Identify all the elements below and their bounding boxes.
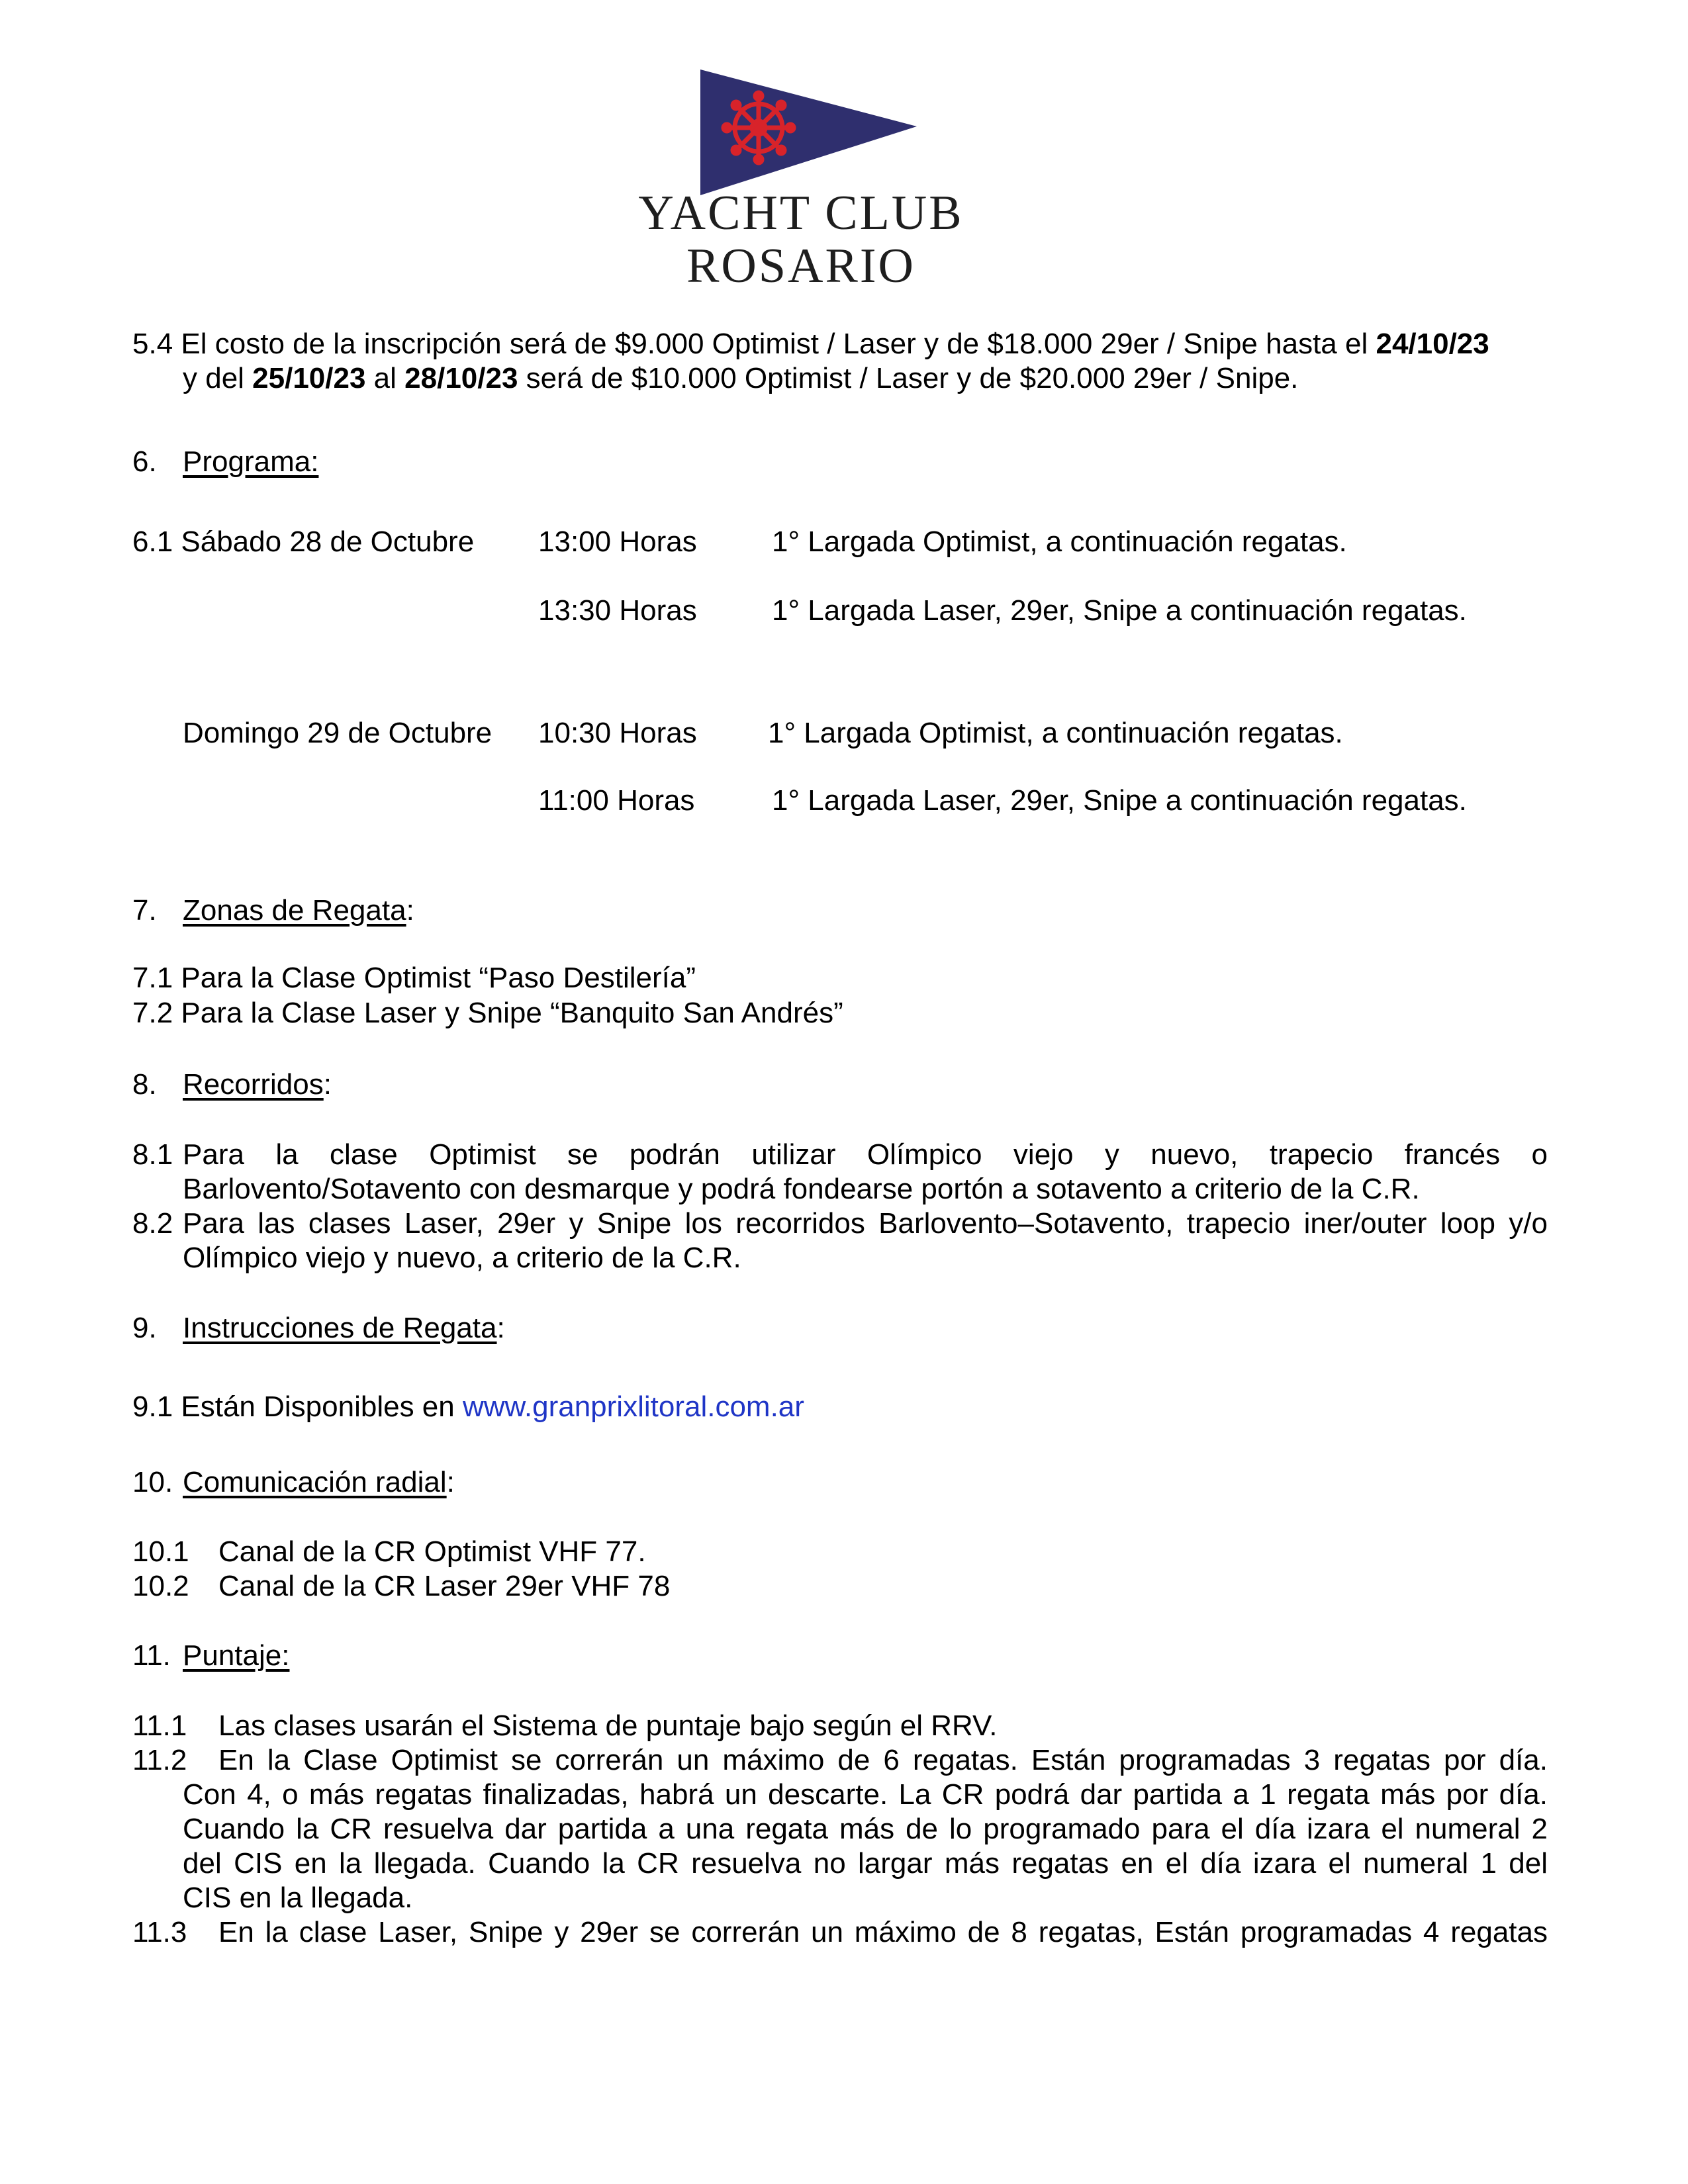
colon: : — [446, 1466, 455, 1498]
schedule-time: 11:00 Horas — [538, 784, 695, 817]
scoring-11-3-line-1: En la clase Laser, Snipe y 29er se correrán un máximo de 8 regatas, Están programadas 4 regatas — [218, 1916, 1548, 1948]
date-deadline: 24/10/23 — [1376, 328, 1489, 360]
date-start: 25/10/23 — [252, 362, 366, 394]
fee-text: al — [365, 362, 405, 394]
scoring-11-2-line-1: En la Clase Optimist se correrán un máximo de 6 regatas. Están programadas 3 regatas por día. — [218, 1744, 1548, 1776]
ship-wheel-icon — [724, 93, 794, 163]
yacht-club-logo — [616, 63, 986, 301]
instructions-text: 9.1 Están Disponibles en — [132, 1390, 463, 1423]
schedule-label: Domingo 29 de Octubre — [183, 717, 492, 749]
scoring-11-2-line-3: Cuando la CR resuelva dar partida a una regata más de lo programado para el día izara el numeral 2 — [183, 1813, 1548, 1845]
zone-item-7-1: 7.1 Para la Clase Optimist “Paso Destilería” — [132, 962, 696, 994]
section-6-num: 6. — [132, 445, 157, 478]
item-number: 11.1 — [132, 1709, 187, 1742]
website-link[interactable]: www.granprixlitoral.com.ar — [462, 1390, 804, 1423]
section-8-num: 8. — [132, 1068, 157, 1101]
schedule-time: 13:00 Horas — [538, 525, 697, 558]
schedule-desc: 1° Largada Optimist, a continuación regatas. — [772, 525, 1347, 558]
schedule-time: 10:30 Horas — [538, 717, 697, 749]
schedule-desc: 1° Largada Laser, 29er, Snipe a continuación regatas. — [772, 784, 1467, 817]
section-11-title — [183, 1639, 289, 1673]
course-8-2-line-1: Para las clases Laser, 29er y Snipe los recorridos Barlovento–Sotavento, trapecio iner/outer loop y/o — [183, 1207, 1548, 1240]
fee-text: El costo de la inscripción será de $9.000 Optimist / Laser y de $18.000 29er / Snipe hasta el — [181, 328, 1376, 360]
section-10-title — [183, 1465, 455, 1500]
radio-channel-optimist: Canal de la CR Optimist VHF 77. — [218, 1535, 646, 1568]
logo-line-2: ROSARIO — [686, 239, 915, 293]
item-number: 8.2 — [132, 1207, 173, 1240]
section-5-4-line-1 — [132, 327, 1489, 361]
course-8-1-line-1: Para la clase Optimist se podrán utilizar Olímpico viejo y nuevo, trapecio francés o — [183, 1138, 1548, 1171]
section-11-num: 11. — [132, 1639, 171, 1672]
schedule-desc: 1° Largada Optimist, a continuación regatas. — [768, 717, 1343, 749]
scoring-11-2-line-4: del CIS en la llegada. Cuando la CR resuelva no largar más regatas en el día izara el numeral 1 del — [183, 1847, 1548, 1880]
zone-item-7-2: 7.2 Para la Clase Laser y Snipe “Banquito San Andrés” — [132, 997, 843, 1029]
fee-text: será de $10.000 Optimist / Laser y de $20.000 29er / Snipe. — [518, 362, 1299, 394]
course-8-1-line-2: Barlovento/Sotavento con desmarque y podrá fondearse portón a sotavento a criterio de la C.R. — [183, 1173, 1420, 1205]
section-title: Zonas de Regata — [183, 894, 406, 927]
item-number: 11.2 — [132, 1744, 187, 1776]
section-6-title — [183, 445, 318, 479]
radio-channel-laser: Canal de la CR Laser 29er VHF 78 — [218, 1570, 671, 1602]
schedule-label: 6.1 Sábado 28 de Octubre — [132, 525, 475, 558]
section-10-num: 10. — [132, 1466, 173, 1498]
scoring-11-2-line-2: Con 4, o más regatas finalizadas, habrá un descarte. La CR podrá dar partida a 1 regata más por día. — [183, 1778, 1548, 1811]
section-5-4-line-2 — [183, 361, 1298, 396]
schedule-desc: 1° Largada Laser, 29er, Snipe a continuación regatas. — [772, 594, 1467, 627]
section-9-num: 9. — [132, 1312, 157, 1344]
colon: : — [496, 1312, 505, 1344]
item-number: 8.1 — [132, 1138, 173, 1171]
item-number: 10.1 — [132, 1535, 189, 1568]
colon: : — [406, 894, 414, 927]
section-7-title — [183, 893, 414, 928]
item-number: 5.4 — [132, 328, 173, 360]
fee-text: y del — [183, 362, 253, 394]
colon: : — [323, 1068, 332, 1101]
section-title: Recorridos — [183, 1068, 324, 1101]
item-number: 11.3 — [132, 1916, 187, 1948]
course-8-2-line-2: Olímpico viejo y nuevo, a criterio de la C.R. — [183, 1242, 741, 1274]
scoring-11-2-line-5: CIS en la llegada. — [183, 1882, 413, 1914]
section-9-title — [183, 1311, 505, 1345]
section-title: Instrucciones de Regata — [183, 1312, 497, 1344]
schedule-time: 13:30 Horas — [538, 594, 697, 627]
logo-line-1: YACHT CLUB — [638, 186, 964, 240]
section-title: Programa: — [183, 445, 319, 478]
item-number: 10.2 — [132, 1570, 189, 1602]
instructions-item-9-1 — [132, 1390, 804, 1424]
date-end: 28/10/23 — [404, 362, 518, 394]
section-8-title — [183, 1068, 332, 1102]
section-7-num: 7. — [132, 894, 157, 927]
scoring-11-1: Las clases usarán el Sistema de puntaje bajo según el RRV. — [218, 1709, 998, 1742]
section-title: Comunicación radial — [183, 1466, 447, 1498]
section-title: Puntaje: — [183, 1639, 290, 1672]
